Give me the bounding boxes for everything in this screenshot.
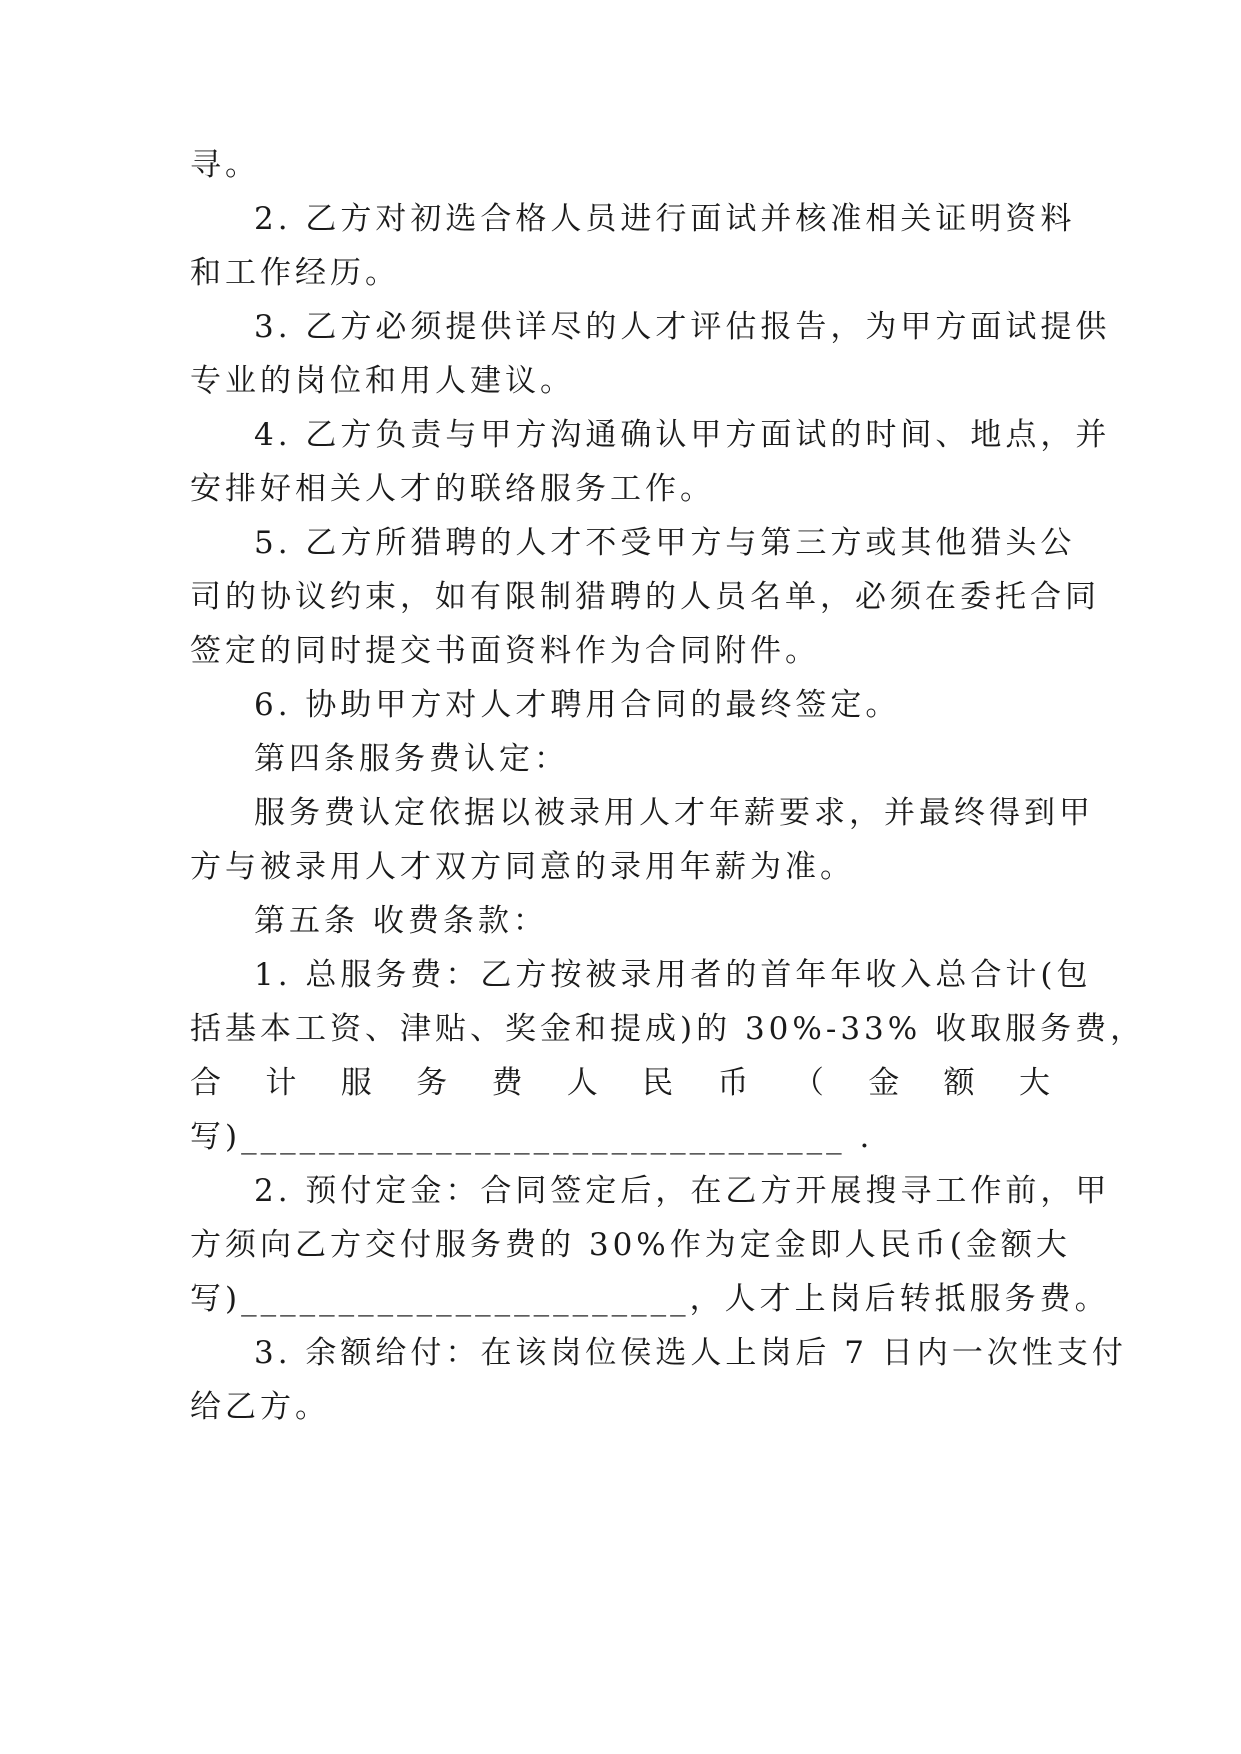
char: 务 bbox=[416, 1065, 448, 1101]
char: 人 bbox=[566, 1065, 598, 1101]
char: 费 bbox=[491, 1065, 523, 1101]
char: 计 bbox=[265, 1065, 297, 1101]
text-line-blank-field: 写)_______________________，人才上岗后转抵服务费。 bbox=[190, 1281, 1110, 1317]
section-heading: 第四条服务费认定： bbox=[254, 741, 569, 777]
text-line: 给乙方。 bbox=[190, 1389, 330, 1425]
text-line: 寻。 bbox=[190, 147, 260, 183]
char: 大 bbox=[1018, 1065, 1050, 1101]
text-line: 3. 余额给付：在该岗位侯选人上岗后 7 日内一次性支付 bbox=[254, 1335, 1127, 1371]
justified-text-line bbox=[190, 1054, 1050, 1112]
text-line: 专业的岗位和用人建议。 bbox=[190, 363, 575, 399]
text-line: 括基本工资、津贴、奖金和提成)的 30%-33% 收取服务费， bbox=[190, 1011, 1146, 1047]
text-line: 安排好相关人才的联络服务工作。 bbox=[190, 471, 715, 507]
text-line: 6. 协助甲方对人才聘用合同的最终签定。 bbox=[254, 687, 901, 723]
char: 合 bbox=[190, 1065, 221, 1101]
text-line: 5. 乙方所猎聘的人才不受甲方与第三方或其他猎头公 bbox=[254, 525, 1076, 561]
char: 金 bbox=[868, 1065, 900, 1101]
text-line: 签定的同时提交书面资料作为合同附件。 bbox=[190, 633, 820, 669]
text-line: 方须向乙方交付服务费的 30%作为定金即人民币(金额大 bbox=[190, 1227, 1071, 1263]
char: 服 bbox=[340, 1065, 372, 1101]
text-line: 方与被录用人才双方同意的录用年薪为准。 bbox=[190, 849, 855, 885]
char: 币 bbox=[717, 1065, 749, 1101]
text-line: 2. 预付定金：合同签定后，在乙方开展搜寻工作前，甲 bbox=[254, 1173, 1111, 1209]
text-line: 和工作经历。 bbox=[190, 255, 400, 291]
char: 额 bbox=[943, 1065, 975, 1101]
section-heading: 第五条 收费条款： bbox=[254, 903, 548, 939]
text-line: 服务费认定依据以被录用人才年薪要求，并最终得到甲 bbox=[254, 795, 1094, 831]
text-line-blank-field: 写)_______________________________ . bbox=[190, 1119, 874, 1155]
text-line: 2. 乙方对初选合格人员进行面试并核准相关证明资料 bbox=[254, 201, 1076, 237]
char: （ bbox=[792, 1065, 824, 1101]
text-line: 3. 乙方必须提供详尽的人才评估报告，为甲方面试提供 bbox=[254, 309, 1111, 345]
text-line: 1. 总服务费：乙方按被录用者的首年年收入总合计(包 bbox=[254, 957, 1092, 993]
char: 民 bbox=[642, 1065, 674, 1101]
text-line: 司的协议约束，如有限制猎聘的人员名单，必须在委托合同 bbox=[190, 579, 1100, 615]
text-line: 4. 乙方负责与甲方沟通确认甲方面试的时间、地点，并 bbox=[254, 417, 1111, 453]
